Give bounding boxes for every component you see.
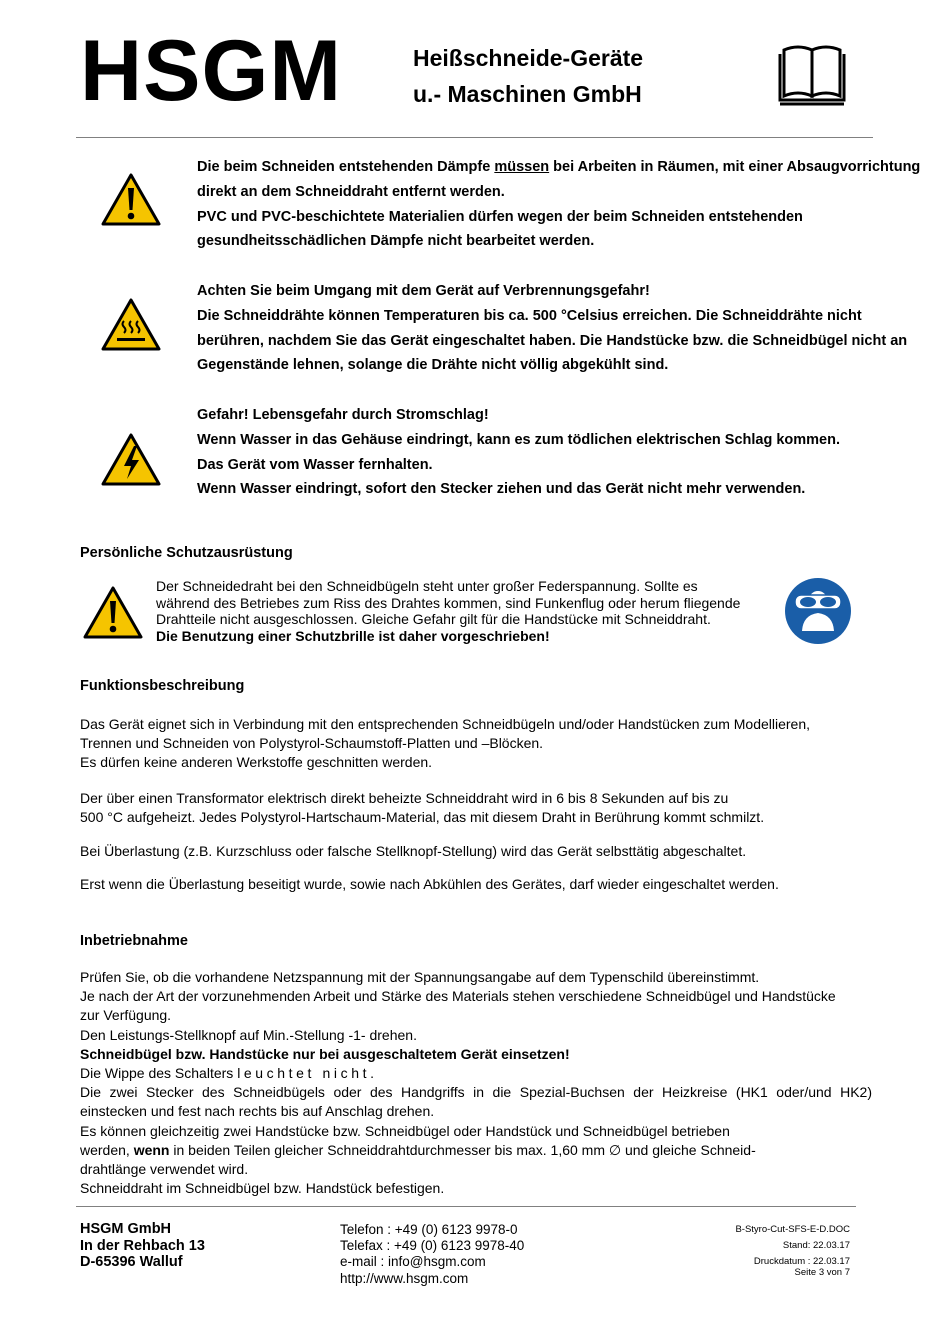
- book-icon: [776, 44, 848, 108]
- warning-text-burn: [197, 279, 927, 378]
- bold-word: wenn: [133, 1141, 170, 1158]
- text-line: [80, 1064, 872, 1083]
- warning-line: direkt an dem Schneiddraht entfernt werden.: [197, 183, 505, 200]
- footer-rule: [76, 1206, 856, 1207]
- text-line: Je nach der Art der vorzunehmenden Arbeit und Stärke des Materials stehen verschiedene Schneidbügel und Handstücke: [80, 988, 836, 1005]
- function-paragraph-2: [80, 789, 875, 827]
- function-paragraph-1: [80, 715, 875, 773]
- function-paragraph-4: Erst wenn die Überlastung beseitigt wurde, sowie nach Abkühlen des Gerätes, darf wieder eingeschaltet werden.: [80, 876, 779, 892]
- text-line: einstecken und fest nach rechts bis auf Anschlag drehen.: [80, 1103, 435, 1120]
- text-line: Schneiddraht im Schneidbügel bzw. Handstück befestigen.: [80, 1180, 445, 1197]
- warning-line: Gefahr! Lebensgefahr durch Stromschlag!: [197, 407, 489, 423]
- warning-line: PVC und PVC-beschichtete Materialien dürfen wegen der beim Schneiden entstehenden: [197, 208, 803, 225]
- text-line: zur Verfügung.: [80, 1007, 172, 1024]
- footer-street: In der Rehbach 13: [80, 1237, 205, 1254]
- warning-line: berühren, nachdem Sie das Gerät eingeschaltet haben. Die Handstücke bzw. die Schneidbügel nicht an: [197, 332, 908, 349]
- ppe-line: Der Schneidedraht bei den Schneidbügeln steht unter großer Federspannung. Sollte es: [156, 578, 698, 594]
- company-name: [413, 40, 643, 112]
- text-line: Trennen und Schneiden von Polystyrol-Schaumstoff-Platten und –Blöcken.: [80, 735, 544, 752]
- company-logo: HSGM: [80, 23, 342, 119]
- text-segment: Die beim Schneiden entstehenden Dämpfe: [197, 159, 495, 175]
- text-line: [80, 1141, 872, 1160]
- footer-contact: [340, 1222, 524, 1287]
- warning-line: Das Gerät vom Wasser fernhalten.: [197, 456, 433, 473]
- warning-line: Gegenstände lehnen, solange die Drähte nicht völlig abgekühlt sind.: [197, 357, 669, 374]
- footer-page-number: Seite 3 von 7: [794, 1267, 850, 1278]
- text-line: Prüfen Sie, ob die vorhandene Netzspannung mit der Spannungsangabe auf dem Typenschild übereinstimmt.: [80, 969, 760, 985]
- text-line: 500 °C aufgeheizt. Jedes Polystyrol-Hartschaum-Material, das mit diesem Draht in Berührung kommt schmilzt.: [80, 809, 765, 826]
- text-segment: bei Arbeiten in Räumen, mit einer Absaugvorrichtung: [549, 159, 921, 175]
- warning-line: Wenn Wasser eindringt, sofort den Stecker ziehen und das Gerät nicht mehr verwenden.: [197, 481, 806, 498]
- text-line: Der über einen Transformator elektrisch direkt beheizte Schneiddraht wird in 6 bis 8 Sekunden auf bis zu: [80, 790, 729, 806]
- text-line: Das Gerät eignet sich in Verbindung mit den entsprechenden Schneidbügeln und/oder Handstücken zum Modellieren,: [80, 716, 811, 732]
- text-segment: Die Wippe des Schalters: [80, 1065, 238, 1082]
- text-line: drahtlänge verwendet wird.: [80, 1161, 249, 1178]
- warning-triangle-icon: [100, 172, 162, 227]
- footer-address: [80, 1221, 205, 1271]
- warning-text-fumes: [197, 155, 927, 254]
- footer-stand: Stand: 22.03.17: [782, 1240, 850, 1251]
- safety-goggles-icon: [784, 577, 852, 645]
- ppe-mandatory-line: Die Benutzung einer Schutzbrille ist daher vorgeschrieben!: [156, 627, 550, 644]
- section-title-ppe: Persönliche Schutzausrüstung: [80, 545, 293, 561]
- function-paragraph-3: Bei Überlastung (z.B. Kurzschluss oder falsche Stellknopf-Stellung) wird das Gerät selbsttätig abgeschaltet.: [80, 843, 747, 859]
- warning-line: Achten Sie beim Umgang mit dem Gerät auf Verbrennungsgefahr!: [197, 283, 650, 299]
- warning-line: [197, 155, 927, 180]
- warning-line: Die Schneiddrähte können Temperaturen bis ca. 500 °Celsius erreichen. Die Schneiddrähte nicht: [197, 307, 862, 324]
- text-line: Die zwei Stecker des Schneidbügels oder des Handgriffs in die Spezial-Buchsen der Heizkreise (HK1 oder/und HK2): [80, 1084, 872, 1101]
- warning-triangle-icon: [82, 585, 144, 640]
- footer-print-date: Druckdatum : 22.03.17: [753, 1256, 850, 1267]
- warning-line: Wenn Wasser in das Gehäuse eindringt, kann es zum tödlichen elektrischen Schlag kommen.: [197, 431, 841, 448]
- warning-line: gesundheitsschädlichen Dämpfe nicht bearbeitet werden.: [197, 233, 595, 250]
- text-line-bold: Schneidbügel bzw. Handstücke nur bei ausgeschaltetem Gerät einsetzen!: [80, 1045, 570, 1062]
- spaced-text: leuchtet nicht.: [237, 1065, 378, 1082]
- header-rule: [76, 137, 873, 138]
- hot-surface-icon: [100, 297, 162, 352]
- startup-text: [80, 968, 872, 1198]
- text-segment: werden,: [80, 1141, 134, 1158]
- text-line: Es dürfen keine anderen Werkstoffe geschnitten werden.: [80, 754, 433, 771]
- company-name-line1: Heißschneide-Geräte: [413, 45, 644, 71]
- ppe-line: während des Betriebes zum Riss des Drahtes kommen, sind Funkenflug oder herum fliegende: [156, 594, 741, 611]
- section-title-startup: Inbetriebnahme: [80, 933, 188, 949]
- footer-doc-name: B-Styro-Cut-SFS-E-D.DOC: [735, 1224, 850, 1235]
- underlined-word: müssen: [494, 159, 550, 175]
- ppe-text: [156, 578, 771, 644]
- text-line: Es können gleichzeitig zwei Handstücke bzw. Schneidbügel oder Handstück und Schneidbügel betrieben: [80, 1122, 730, 1139]
- footer-city: D-65396 Walluf: [80, 1254, 183, 1270]
- warning-text-electric: [197, 403, 927, 502]
- footer-doc-info: [735, 1224, 850, 1278]
- footer-fax: Telefax : +49 (0) 6123 9978-40: [340, 1238, 525, 1254]
- company-name-line2: u.- Maschinen GmbH: [413, 81, 642, 107]
- electric-shock-icon: [100, 432, 162, 487]
- footer-web-link[interactable]: http://www.hsgm.com: [340, 1270, 469, 1286]
- footer-phone: Telefon : +49 (0) 6123 9978-0: [340, 1222, 518, 1237]
- section-title-function: Funktionsbeschreibung: [80, 678, 245, 694]
- footer-company: HSGM GmbH: [80, 1221, 172, 1237]
- ppe-line: Drahtteile nicht ausgeschlossen. Gleiche Gefahr gilt für die Handstücke mit Schneiddraht.: [156, 611, 711, 628]
- footer-email: e-mail : info@hsgm.com: [340, 1254, 486, 1270]
- text-line: Den Leistungs-Stellknopf auf Min.-Stellung -1- drehen.: [80, 1026, 417, 1043]
- text-segment: in beiden Teilen gleicher Schneiddrahtdurchmesser bis max. 1,60 mm ∅ und gleiche Schneid-: [169, 1141, 756, 1158]
